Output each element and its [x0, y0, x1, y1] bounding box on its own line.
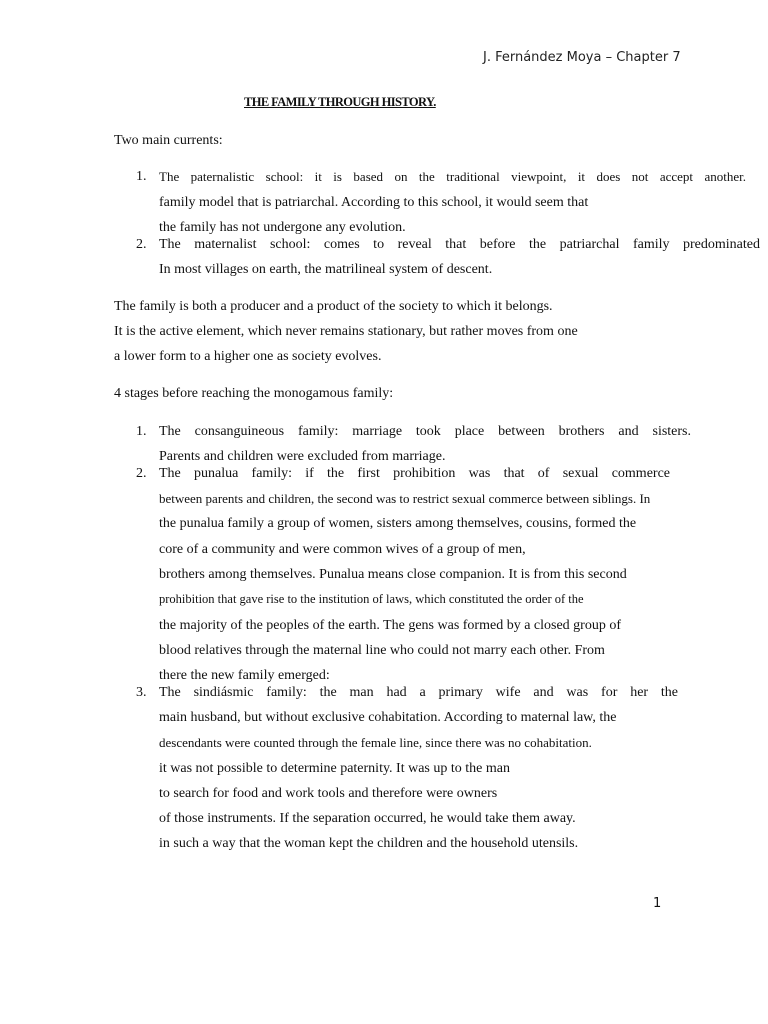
current-1-line-2: family model that is patriarchal. According to this school, it would seem that: [159, 195, 589, 210]
stage-1-line-1: The consanguineous family: marriage took place between brothers and sisters.: [159, 424, 691, 439]
current-1-number: 1.: [136, 169, 147, 184]
stage-3-line-4: it was not possible to determine paternity. It was up to the man: [159, 761, 510, 776]
current-2-number: 2.: [136, 237, 147, 252]
intro-text: Two main currents:: [114, 133, 223, 148]
current-1-line-3: the family has not undergone any evolution.: [159, 220, 406, 235]
stage-3-line-2: main husband, but without exclusive cohabitation. According to maternal law, the: [159, 710, 617, 725]
stage-2-line-2: between parents and children, the second was to restrict sexual commerce between siblings. In: [159, 491, 651, 506]
page-number: 1: [653, 896, 662, 911]
stage-3-line-3: descendants were counted through the female line, since there was no cohabitation.: [159, 735, 592, 750]
stage-2-number: 2.: [136, 466, 147, 481]
stage-2-line-8: blood relatives through the maternal line who could not marry each other. From: [159, 643, 605, 658]
stage-3-line-6: of those instruments. If the separation occurred, he would take them away.: [159, 811, 576, 826]
current-1-line-1: The paternalistic school: it is based on the traditional viewpoint, it does not accept another.: [159, 169, 746, 184]
paragraph-line-3: a lower form to a higher one as society evolves.: [114, 349, 382, 364]
stage-2-line-3: the punalua family a group of women, sisters among themselves, cousins, formed the: [159, 516, 637, 531]
stage-2-line-9: there the new family emerged:: [159, 668, 330, 683]
stage-1-number: 1.: [136, 424, 147, 439]
stage-3-line-1: The sindiásmic family: the man had a primary wife and was for her the: [159, 685, 678, 700]
paragraph-line-1: The family is both a producer and a product of the society to which it belongs.: [114, 299, 553, 314]
stages-intro: 4 stages before reaching the monogamous family:: [114, 386, 394, 401]
paragraph-line-2: It is the active element, which never remains stationary, but rather moves from one: [114, 324, 578, 339]
stage-2-line-7: the majority of the peoples of the earth. The gens was formed by a closed group of: [159, 618, 621, 633]
stage-2-line-4: core of a community and were common wives of a group of men,: [159, 542, 526, 557]
stage-2-line-5: brothers among themselves. Punalua means close companion. It is from this second: [159, 567, 627, 582]
current-2-line-2: In most villages on earth, the matrilineal system of descent.: [159, 262, 493, 277]
stage-1-line-2: Parents and children were excluded from marriage.: [159, 449, 446, 464]
stage-3-number: 3.: [136, 685, 147, 700]
document-title: THE FAMILY THROUGH HISTORY.: [244, 95, 436, 109]
page-header: J. Fernández Moya – Chapter 7: [483, 50, 681, 65]
stage-3-line-5: to search for food and work tools and therefore were owners: [159, 786, 498, 801]
stage-3-line-7: in such a way that the woman kept the children and the household utensils.: [159, 836, 579, 851]
current-2-line-1: The maternalist school: comes to reveal that before the patriarchal family predominated: [159, 237, 760, 252]
stage-2-line-6: prohibition that gave rise to the institution of laws, which constituted the order of the: [159, 592, 584, 606]
stage-2-line-1: The punalua family: if the first prohibition was that of sexual commerce: [159, 466, 670, 481]
